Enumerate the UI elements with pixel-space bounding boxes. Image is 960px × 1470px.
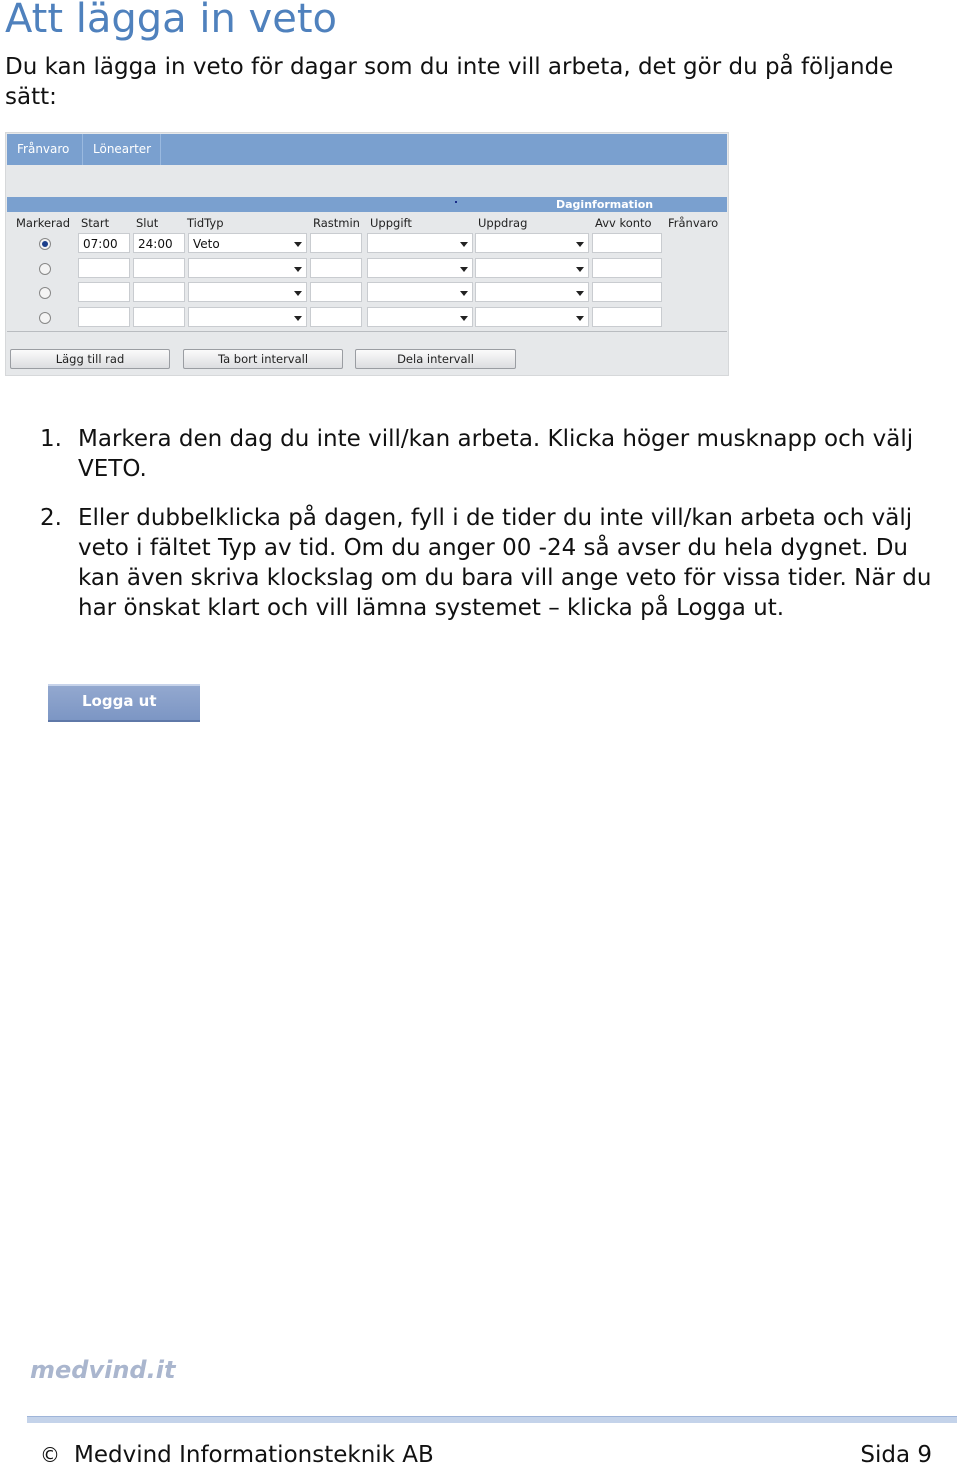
chevron-down-icon — [460, 267, 468, 272]
copyright-icon: © — [40, 1443, 60, 1467]
start-input[interactable]: 07:00 — [78, 233, 130, 253]
uppgift-select[interactable] — [367, 282, 473, 302]
chevron-down-icon — [294, 316, 302, 321]
chevron-down-icon — [576, 291, 584, 296]
col-start: Start — [81, 216, 110, 230]
chevron-down-icon — [576, 267, 584, 272]
tidtyp-select[interactable] — [188, 258, 307, 278]
chevron-down-icon — [460, 316, 468, 321]
daginformation-label: Daginformation — [556, 198, 654, 211]
daginformation-bar — [7, 197, 727, 212]
rastmin-input[interactable] — [310, 233, 362, 253]
row-radio[interactable] — [39, 287, 51, 299]
avv-konto-input[interactable] — [592, 307, 662, 327]
col-uppgift: Uppgift — [370, 216, 412, 230]
step-text: Markera den dag du inte vill/kan arbeta. Klicka höger musknapp och välj VETO. — [78, 426, 914, 482]
company-name: Medvind Informationsteknik AB — [74, 1442, 434, 1468]
page-title: Att lägga in veto — [5, 0, 337, 42]
uppdrag-select[interactable] — [475, 307, 589, 327]
divider — [7, 331, 727, 332]
tab-bar — [7, 134, 727, 165]
col-franvaro: Frånvaro — [668, 216, 719, 230]
chevron-down-icon — [576, 242, 584, 247]
avv-konto-input[interactable] — [592, 258, 662, 278]
start-input[interactable] — [78, 282, 130, 302]
tab-lonearter[interactable]: Lönearter — [83, 134, 161, 165]
chevron-down-icon — [294, 291, 302, 296]
avv-konto-input[interactable] — [592, 233, 662, 253]
tidtyp-value: Veto — [193, 237, 220, 251]
rastmin-input[interactable] — [310, 258, 362, 278]
rastmin-input[interactable] — [310, 282, 362, 302]
step-text: Eller dubbelklicka på dagen, fyll i de tider du inte vill/kan arbeta och välj veto i fältet Typ av tid. Om du anger 00 -24 så avser du hela dygnet. Du kan även skriva klockslag om du bara vill ange veto för vissa tider. När du har önskat klart och vill lämna systemet – klicka på Logga ut. — [78, 505, 932, 621]
col-markerad: Markerad — [16, 216, 71, 230]
tidtyp-select[interactable] — [188, 282, 307, 302]
add-row-button[interactable]: Lägg till rad — [10, 349, 170, 369]
medvind-logo: medvind.it — [30, 1356, 176, 1384]
step-number: 2. — [40, 505, 62, 531]
col-uppdrag: Uppdrag — [478, 216, 528, 230]
uppgift-select[interactable] — [367, 258, 473, 278]
footer-company — [40, 1442, 434, 1468]
row-radio[interactable] — [39, 263, 51, 275]
chevron-down-icon — [460, 242, 468, 247]
intro-text: Du kan lägga in veto för dagar som du inte vill arbeta, det gör du på följande sätt: — [5, 54, 894, 110]
slut-input[interactable] — [133, 307, 185, 327]
row-radio-selected[interactable] — [39, 238, 51, 250]
slut-input[interactable] — [133, 282, 185, 302]
page-number: Sida 9 — [860, 1442, 932, 1468]
steps-list — [40, 424, 940, 623]
footer-divider — [27, 1416, 957, 1423]
uppdrag-select[interactable] — [475, 282, 589, 302]
chevron-down-icon — [460, 291, 468, 296]
avv-konto-input[interactable] — [592, 282, 662, 302]
app-screenshot — [5, 132, 729, 376]
step-number: 1. — [40, 426, 62, 452]
chevron-down-icon — [576, 316, 584, 321]
remove-interval-button[interactable]: Ta bort intervall — [183, 349, 343, 369]
col-avv-konto: Avv konto — [595, 216, 652, 230]
chevron-down-icon — [294, 267, 302, 272]
col-rastmin: Rastmin — [313, 216, 360, 230]
logout-button[interactable]: Logga ut — [48, 684, 200, 722]
start-input[interactable] — [78, 307, 130, 327]
rastmin-input[interactable] — [310, 307, 362, 327]
uppdrag-select[interactable] — [475, 233, 589, 253]
slut-input[interactable]: 24:00 — [133, 233, 185, 253]
tidtyp-select[interactable] — [188, 307, 307, 327]
uppdrag-select[interactable] — [475, 258, 589, 278]
chevron-down-icon — [294, 242, 302, 247]
step-item — [40, 424, 940, 484]
uppgift-select[interactable] — [367, 307, 473, 327]
split-interval-button[interactable]: Dela intervall — [355, 349, 516, 369]
row-radio[interactable] — [39, 312, 51, 324]
col-slut: Slut — [136, 216, 159, 230]
uppgift-select[interactable] — [367, 233, 473, 253]
tidtyp-select[interactable] — [188, 233, 307, 253]
step-item — [40, 503, 940, 623]
col-tidtyp: TidTyp — [187, 216, 224, 230]
tab-franvaro[interactable]: Frånvaro — [7, 134, 83, 165]
start-input[interactable] — [78, 258, 130, 278]
marker-dot — [455, 201, 457, 203]
slut-input[interactable] — [133, 258, 185, 278]
